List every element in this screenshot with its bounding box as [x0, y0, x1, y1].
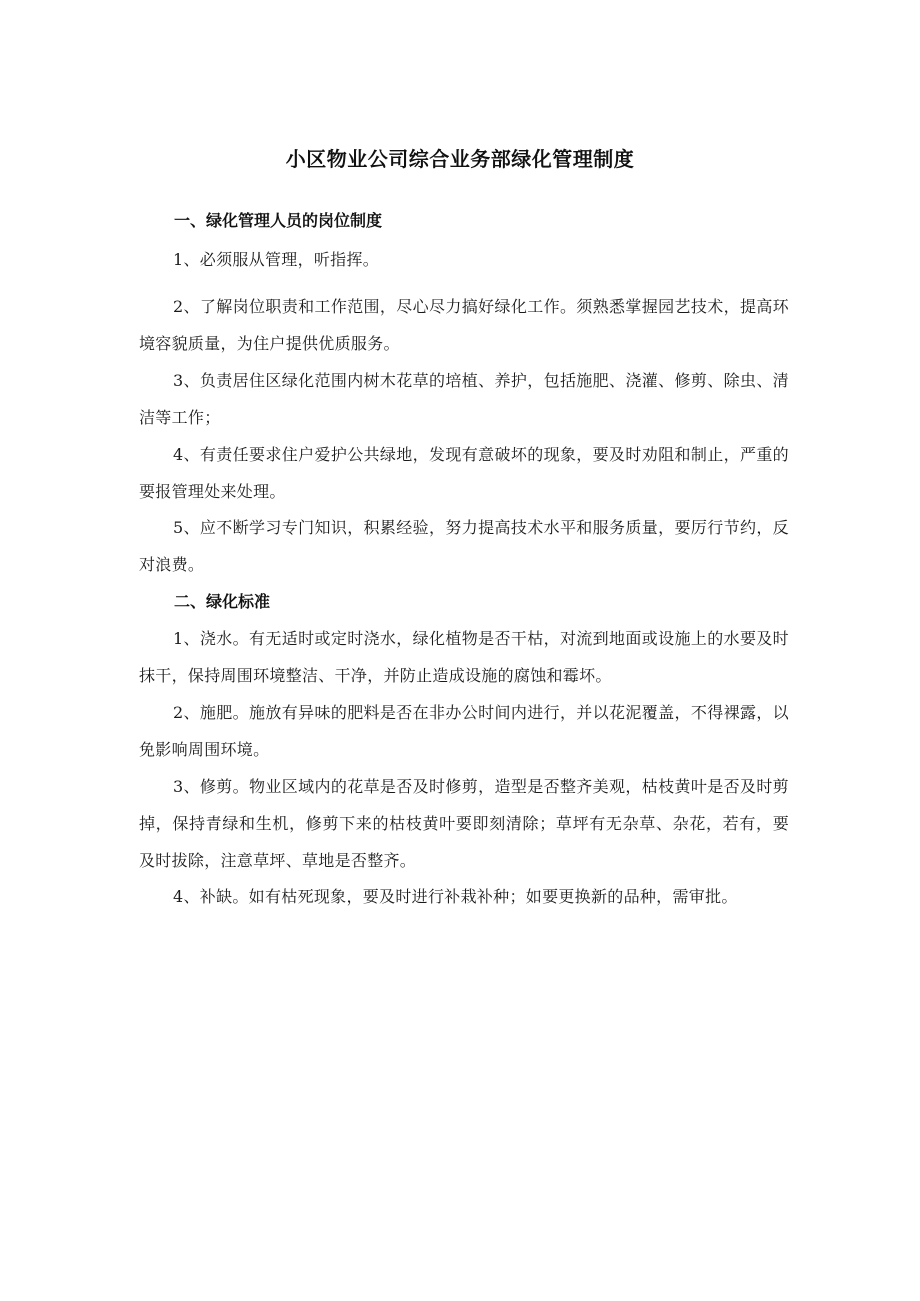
paragraph-1-2: 2、了解岗位职责和工作范围，尽心尽力搞好绿化工作。须熟悉掌握园艺技术，提高环境容貌质量，为住户提供优质服务。: [139, 297, 789, 353]
section-heading-1: 一、绿化管理人员的岗位制度: [174, 211, 383, 230]
page-title: 小区物业公司综合业务部绿化管理制度: [285, 147, 635, 171]
paragraph-1-3: 3、负责居住区绿化范围内树木花草的培植、养护，包括施肥、浇灌、修剪、除虫、清洁等工作；: [139, 371, 789, 427]
paragraph-2-3: 3、修剪。物业区域内的花草是否及时修剪，造型是否整齐美观，枯枝黄叶是否及时剪掉，保持青绿和生机，修剪下来的枯枝黄叶要即刻清除；草坪有无杂草、杂花，若有，要及时拔除，注意草坪、草地是否整齐。: [139, 777, 789, 870]
paragraph-1-4: 4、有责任要求住户爱护公共绿地，发现有意破坏的现象，要及时劝阻和制止，严重的要报管理处来处理。: [139, 445, 789, 501]
paragraph-1-5: 5、应不断学习专门知识，积累经验，努力提高技术水平和服务质量，要厉行节约，反对浪费。: [139, 518, 789, 574]
paragraph-2-4: 4、补缺。如有枯死现象，要及时进行补栽补种；如要更换新的品种，需审批。: [173, 887, 738, 906]
paragraph-2-2: 2、施肥。施放有异味的肥料是否在非办公时间内进行，并以花泥覆盖，不得裸露，以免影响周围环境。: [139, 703, 789, 759]
section-heading-2: 二、绿化标准: [174, 592, 271, 611]
paragraph-2-1: 1、浇水。有无适时或定时浇水，绿化植物是否干枯，对流到地面或设施上的水要及时抹干，保持周围环境整洁、干净，并防止造成设施的腐蚀和霉坏。: [139, 629, 789, 685]
paragraph-1-1: 1、必须服从管理，听指挥。: [173, 250, 380, 269]
